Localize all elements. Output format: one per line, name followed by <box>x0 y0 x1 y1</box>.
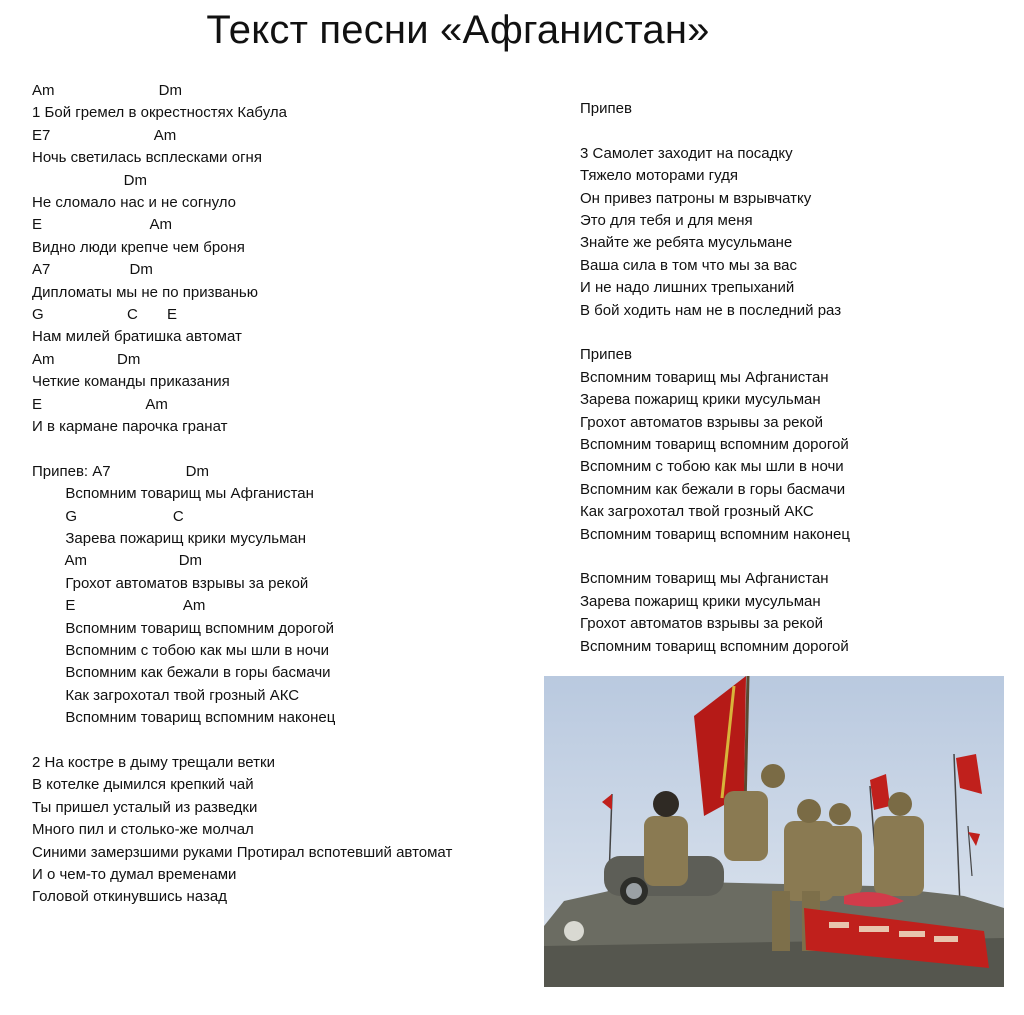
lyric-line: Ты пришел усталый из разведки <box>32 798 258 816</box>
lyric-line: Вспомним товарищ мы Афганистан <box>580 368 829 386</box>
lyric-line: Припев <box>580 346 632 364</box>
lyric-line: Припев: A7 Dm <box>32 462 209 480</box>
lyric-line: E7 Am <box>32 126 177 144</box>
soldiers-photo <box>544 676 1004 987</box>
lyric-line: Головой откинувшись назад <box>32 888 227 906</box>
soldiers-on-apc-image <box>544 676 1004 987</box>
lyric-line: И в кармане парочка гранат <box>32 418 228 435</box>
lyric-line: Припев <box>580 100 632 117</box>
lyric-line: Дипломаты мы не по призванью <box>32 283 258 301</box>
lyric-line: Не сломало нас и не согнуло <box>32 194 237 211</box>
lyric-line: Вспомним товарищ вспомним дорогой <box>580 637 849 655</box>
lyric-line: Вспомним товарищ мы Афганистан <box>32 485 314 503</box>
lyric-line: Знайте же ребята мусульмане <box>580 234 793 252</box>
lyric-line: G C E <box>32 306 178 323</box>
lyric-line: 1 Бой гремел в окрестностях Кабула <box>32 104 287 122</box>
lyric-line: 2 На костре в дыму трещали ветки <box>32 754 275 771</box>
lyric-line: Вспомним товарищ мы Афганистан <box>580 570 829 588</box>
lyric-line: E Am <box>32 395 168 413</box>
lyric-line: A7 Dm <box>32 261 153 279</box>
lyric-line: Вспомним с тобою как мы шли в ночи <box>580 458 844 476</box>
lyric-line: Грохот автоматов взрывы за рекой <box>32 574 309 592</box>
lyric-line: Тяжело моторами гудя <box>580 167 739 185</box>
lyric-line: Зарева пожарищ крики мусульман <box>580 592 821 610</box>
lyric-line: Вспомним товарищ вспомним наконец <box>580 525 850 543</box>
lyric-line: Вспомним товарищ вспомним дорогой <box>580 436 849 453</box>
lyric-line: Ваша сила в том что мы за вас <box>580 256 798 274</box>
lyric-line: Он привез патроны м взрывчатку <box>580 189 812 207</box>
lyric-line: E Am <box>32 597 206 615</box>
lyric-line: Зарева пожарищ крики мусульман <box>580 391 821 409</box>
lyric-line: Видно люди крепче чем броня <box>32 238 245 256</box>
lyric-line: Am Dm <box>32 350 141 368</box>
lyrics-left-column <box>32 80 532 910</box>
lyric-line: Вспомним как бежали в горы басмачи <box>32 664 331 682</box>
page-title: Текст песни «Афганистан» <box>206 8 710 52</box>
lyric-line: Ночь светилась всплесками огня <box>32 149 262 167</box>
lyric-line: Четкие команды приказания <box>32 373 230 391</box>
lyric-line: Как загрохотал твой грозный АКС <box>32 686 300 704</box>
lyric-line: Зарева пожарищ крики мусульман <box>32 530 307 547</box>
lyric-line: Грохот автоматов взрывы за рекой <box>580 615 823 633</box>
lyric-line: Вспомним с тобою как мы шли в ночи <box>32 642 330 659</box>
lyric-line: В бой ходить нам не в последний раз <box>580 301 842 319</box>
lyric-line: 3 Самолет заходит на посадку <box>580 144 793 162</box>
lyric-line: Нам милей братишка автомат <box>32 328 242 346</box>
lyric-line: Много пил и столько-же молчал <box>32 821 254 839</box>
lyric-line: Am Dm <box>32 552 203 570</box>
lyric-line: Вспомним товарищ вспомним дорогой <box>32 619 335 637</box>
lyrics-right-column <box>580 98 1020 668</box>
lyric-line: И о чем-то думал временами <box>32 866 237 883</box>
lyric-line: E Am <box>32 216 173 234</box>
lyric-line: Синими замерзшими руками Протирал вспотевший автомат <box>32 843 453 861</box>
lyric-line: Dm <box>32 171 148 189</box>
lyric-line: В котелке дымился крепкий чай <box>32 776 254 794</box>
lyric-line: Вспомним товарищ вспомним наконец <box>32 709 336 727</box>
lyric-line: G C <box>32 507 184 525</box>
lyric-line: Am Dm <box>32 82 183 99</box>
lyric-line: Это для тебя и для меня <box>580 212 753 229</box>
lyric-line: Как загрохотал твой грозный АКС <box>580 503 814 521</box>
lyric-line: И не надо лишних трепыханий <box>580 279 795 297</box>
lyric-line: Грохот автоматов взрывы за рекой <box>580 413 823 431</box>
lyric-line: Вспомним как бежали в горы басмачи <box>580 480 846 498</box>
